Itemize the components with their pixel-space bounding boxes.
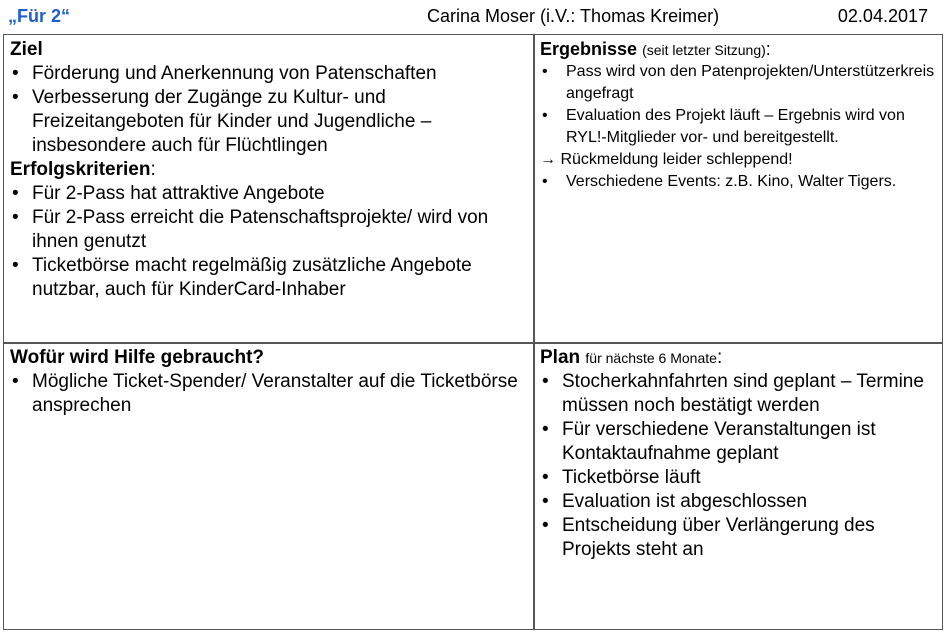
criteria-heading: Erfolgskriterien (10, 159, 151, 180)
project-title: „Für 2“ (8, 6, 71, 26)
list-item: • Evaluation ist abgeschlossen (542, 491, 808, 512)
results-list (540, 61, 936, 149)
criteria-heading-line: Erfolgskriterien: (10, 159, 156, 180)
plan-heading: Plan (540, 347, 581, 368)
list-item: • Stocherkahnfahrten sind geplant – Termine müssen noch bestätigt werden (542, 371, 924, 416)
list-item: • Für 2-Pass erreicht die Patenschaftsprojekte/ wird von ihnen genutzt (12, 207, 489, 252)
list-item: • Für verschiedene Veranstaltungen ist Kontaktaufnahme geplant (542, 419, 876, 464)
header (0, 0, 946, 34)
list-item: • Ticketbörse macht regelmäßig zusätzliche Angebote nutzbar, auch für KinderCard-Inhaber (12, 255, 472, 300)
results-cell (533, 34, 943, 344)
list-item: • Für 2-Pass hat attraktive Angebote (12, 183, 325, 204)
plan-heading-line: Plan für nächste 6 Monate: (540, 347, 723, 368)
list-item: • Evaluation des Projekt läuft – Ergebnis wird von RYL!-Mitglieder vor- und bereitgestellt. (542, 107, 905, 146)
list-item: • Verbesserung der Zugänge zu Kultur- und Freizeitangeboten für Kinder und Jugendliche – insbesondere auch für Flüchtlingen (12, 87, 432, 156)
list-item: • Mögliche Ticket-Spender/ Veranstalter auf die Ticketbörse ansprechen (12, 371, 518, 416)
presenter-name: Carina Moser (i.V.: Thomas Kreimer) (427, 6, 720, 26)
results-heading: Ergebnisse (540, 39, 638, 59)
plan-list (540, 370, 936, 562)
criteria-list (10, 182, 528, 302)
feedback-note: → Rückmeldung leider schleppend! (540, 151, 793, 168)
list-item: • Entscheidung über Verlängerung des Projekts steht an (542, 515, 875, 560)
list-item: • Förderung und Anerkennung von Patenschaften (12, 63, 437, 84)
list-item: • Verschiedene Events: z.B. Kino, Walter Tigers. (542, 173, 897, 190)
goal-cell (3, 34, 535, 344)
help-list (10, 370, 528, 418)
list-item: • Ticketbörse läuft (542, 467, 701, 488)
results-heading-line: Ergebnisse (seit letzter Sitzung): (540, 39, 771, 59)
goal-heading: Ziel (10, 39, 43, 60)
goal-list (10, 62, 528, 158)
plan-note: für nächste 6 Monate (585, 350, 717, 366)
help-heading: Wofür wird Hilfe gebraucht? (10, 347, 265, 368)
results-list-2 (540, 171, 936, 193)
help-cell (3, 342, 535, 630)
report-date: 02.04.2017 (837, 6, 928, 26)
results-note: (seit letzter Sitzung) (642, 42, 766, 58)
list-item: • Pass wird von den Patenprojekten/Unterstützerkreis angefragt (542, 63, 935, 102)
plan-cell (533, 342, 943, 630)
status-table (3, 34, 943, 630)
